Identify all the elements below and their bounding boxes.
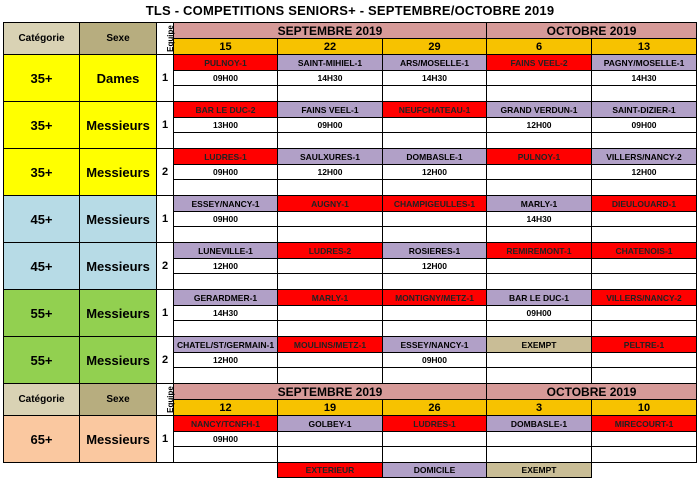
empty-cell xyxy=(278,321,383,337)
time-cell: 14H30 xyxy=(278,71,383,86)
time-cell xyxy=(592,432,697,447)
date-header: 22 xyxy=(278,39,383,55)
opponent-cell: EXEMPT xyxy=(487,337,592,353)
time-cell xyxy=(487,71,592,86)
equipe-cell: 2 xyxy=(157,149,174,196)
schedule-table xyxy=(3,22,697,478)
time-cell xyxy=(278,353,383,368)
categorie-cell: 55+ xyxy=(4,337,80,384)
empty-cell xyxy=(383,274,487,290)
empty-cell xyxy=(592,227,697,243)
empty-cell xyxy=(592,368,697,384)
opponent-cell: GERARDMER-1 xyxy=(174,290,278,306)
time-cell: 09H00 xyxy=(383,353,487,368)
time-cell xyxy=(278,212,383,227)
month-header-october: OCTOBRE 2019 xyxy=(487,23,697,39)
empty-cell xyxy=(278,274,383,290)
header-equipe-label: Equipe xyxy=(165,25,175,52)
empty-cell xyxy=(487,321,592,337)
categorie-cell: 65+ xyxy=(4,416,80,463)
time-cell: 12H00 xyxy=(383,165,487,180)
equipe-cell: 1 xyxy=(157,55,174,102)
opponent-cell: PAGNY/MOSELLE-1 xyxy=(592,55,697,71)
time-cell xyxy=(487,259,592,274)
opponent-cell: DOMBASLE-1 xyxy=(383,149,487,165)
empty-cell xyxy=(383,368,487,384)
time-cell xyxy=(487,432,592,447)
time-cell: 09H00 xyxy=(592,118,697,133)
time-cell: 12H00 xyxy=(383,259,487,274)
time-cell xyxy=(383,118,487,133)
opponent-cell: SAULXURES-1 xyxy=(278,149,383,165)
opponent-cell: AUGNY-1 xyxy=(278,196,383,212)
opponent-cell: CHAMPIGEULLES-1 xyxy=(383,196,487,212)
empty-cell xyxy=(174,274,278,290)
categorie-cell: 45+ xyxy=(4,243,80,290)
time-cell: 09H00 xyxy=(174,212,278,227)
date-header: 13 xyxy=(592,39,697,55)
empty-cell xyxy=(383,321,487,337)
empty-cell xyxy=(278,368,383,384)
opponent-cell: PULNOY-1 xyxy=(174,55,278,71)
opponent-cell: CHATEL/ST/GERMAIN-1 xyxy=(174,337,278,353)
date-header: 15 xyxy=(174,39,278,55)
opponent-cell: REMIREMONT-1 xyxy=(487,243,592,259)
time-cell xyxy=(592,212,697,227)
time-cell: 14H30 xyxy=(383,71,487,86)
header-equipe-label: Equipe xyxy=(165,386,175,413)
empty-cell xyxy=(383,447,487,463)
empty-cell xyxy=(487,274,592,290)
empty-cell xyxy=(174,447,278,463)
opponent-cell: BAR LE DUC-1 xyxy=(487,290,592,306)
sexe-cell: Messieurs xyxy=(80,337,157,384)
legend-spacer xyxy=(592,463,697,478)
date-header: 26 xyxy=(383,400,487,416)
page-title: TLS - COMPETITIONS SENIORS+ - SEPTEMBRE/OCTOBRE 2019 xyxy=(145,3,555,18)
empty-cell xyxy=(278,86,383,102)
empty-cell xyxy=(592,180,697,196)
date-header: 3 xyxy=(487,400,592,416)
opponent-cell: DIEULOUARD-1 xyxy=(592,196,697,212)
opponent-cell: LUNEVILLE-1 xyxy=(174,243,278,259)
opponent-cell: GOLBEY-1 xyxy=(278,416,383,432)
header-sexe: Sexe xyxy=(80,384,157,416)
month-header-october: OCTOBRE 2019 xyxy=(487,384,697,400)
empty-cell xyxy=(487,180,592,196)
opponent-cell: LUDRES-1 xyxy=(174,149,278,165)
opponent-cell: FAINS VEEL-2 xyxy=(487,55,592,71)
empty-cell xyxy=(592,274,697,290)
sexe-cell: Dames xyxy=(80,55,157,102)
time-cell: 09H00 xyxy=(487,306,592,321)
opponent-cell: MONTIGNY/METZ-1 xyxy=(383,290,487,306)
empty-cell xyxy=(592,133,697,149)
opponent-cell: VILLERS/NANCY-2 xyxy=(592,290,697,306)
time-cell xyxy=(487,353,592,368)
sexe-cell: Messieurs xyxy=(80,149,157,196)
month-header-september: SEPTEMBRE 2019 xyxy=(174,23,487,39)
time-cell xyxy=(592,353,697,368)
time-cell xyxy=(278,259,383,274)
legend-domicile: DOMICILE xyxy=(383,463,487,478)
opponent-cell: NANCY/TCNFH-1 xyxy=(174,416,278,432)
sexe-cell: Messieurs xyxy=(80,196,157,243)
time-cell xyxy=(383,432,487,447)
empty-cell xyxy=(592,447,697,463)
time-cell: 12H00 xyxy=(592,165,697,180)
equipe-cell: 1 xyxy=(157,416,174,463)
month-header-september: SEPTEMBRE 2019 xyxy=(174,384,487,400)
date-header: 19 xyxy=(278,400,383,416)
time-cell xyxy=(383,306,487,321)
time-cell: 09H00 xyxy=(278,118,383,133)
opponent-cell: NEUFCHATEAU-1 xyxy=(383,102,487,118)
opponent-cell: VILLERS/NANCY-2 xyxy=(592,149,697,165)
header-sexe: Sexe xyxy=(80,23,157,55)
sexe-cell: Messieurs xyxy=(80,102,157,149)
categorie-cell: 55+ xyxy=(4,290,80,337)
opponent-cell: DOMBASLE-1 xyxy=(487,416,592,432)
opponent-cell: FAINS VEEL-1 xyxy=(278,102,383,118)
empty-cell xyxy=(383,180,487,196)
opponent-cell: PULNOY-1 xyxy=(487,149,592,165)
sexe-cell: Messieurs xyxy=(80,290,157,337)
date-header: 29 xyxy=(383,39,487,55)
empty-cell xyxy=(592,321,697,337)
equipe-cell: 2 xyxy=(157,337,174,384)
empty-cell xyxy=(278,447,383,463)
empty-cell xyxy=(487,227,592,243)
sexe-cell: Messieurs xyxy=(80,416,157,463)
time-cell xyxy=(592,306,697,321)
date-header: 6 xyxy=(487,39,592,55)
legend-spacer xyxy=(80,463,157,478)
date-header: 10 xyxy=(592,400,697,416)
opponent-cell: MIRECOURT-1 xyxy=(592,416,697,432)
empty-cell xyxy=(487,368,592,384)
legend-spacer xyxy=(157,463,174,478)
opponent-cell: LUDRES-2 xyxy=(278,243,383,259)
header-equipe xyxy=(157,384,174,416)
empty-cell xyxy=(174,227,278,243)
time-cell: 12H00 xyxy=(278,165,383,180)
equipe-cell: 2 xyxy=(157,243,174,290)
time-cell: 09H00 xyxy=(174,432,278,447)
legend-spacer xyxy=(174,463,278,478)
time-cell xyxy=(487,165,592,180)
opponent-cell: CHATENOIS-1 xyxy=(592,243,697,259)
header-equipe xyxy=(157,23,174,55)
opponent-cell: LUDRES-1 xyxy=(383,416,487,432)
time-cell: 12H00 xyxy=(174,353,278,368)
time-cell: 14H30 xyxy=(487,212,592,227)
empty-cell xyxy=(174,133,278,149)
time-cell: 12H00 xyxy=(174,259,278,274)
time-cell: 14H30 xyxy=(592,71,697,86)
time-cell xyxy=(383,212,487,227)
equipe-cell: 1 xyxy=(157,196,174,243)
opponent-cell: GRAND VERDUN-1 xyxy=(487,102,592,118)
opponent-cell: MARLY-1 xyxy=(487,196,592,212)
legend-exempt: EXEMPT xyxy=(487,463,592,478)
sexe-cell: Messieurs xyxy=(80,243,157,290)
opponent-cell: MOULINS/METZ-1 xyxy=(278,337,383,353)
categorie-cell: 35+ xyxy=(4,102,80,149)
time-cell: 09H00 xyxy=(174,71,278,86)
empty-cell xyxy=(383,86,487,102)
categorie-cell: 35+ xyxy=(4,149,80,196)
empty-cell xyxy=(278,133,383,149)
empty-cell xyxy=(383,227,487,243)
empty-cell xyxy=(487,133,592,149)
header-categorie: Catégorie xyxy=(4,23,80,55)
categorie-cell: 45+ xyxy=(4,196,80,243)
time-cell: 14H30 xyxy=(174,306,278,321)
time-cell xyxy=(592,259,697,274)
time-cell xyxy=(278,306,383,321)
opponent-cell: PELTRE-1 xyxy=(592,337,697,353)
opponent-cell: SAINT-MIHIEL-1 xyxy=(278,55,383,71)
empty-cell xyxy=(174,321,278,337)
equipe-cell: 1 xyxy=(157,102,174,149)
empty-cell xyxy=(174,368,278,384)
opponent-cell: MARLY-1 xyxy=(278,290,383,306)
opponent-cell: SAINT-DIZIER-1 xyxy=(592,102,697,118)
empty-cell xyxy=(278,180,383,196)
time-cell: 09H00 xyxy=(174,165,278,180)
empty-cell xyxy=(383,133,487,149)
opponent-cell: ESSEY/NANCY-1 xyxy=(174,196,278,212)
time-cell xyxy=(278,432,383,447)
empty-cell xyxy=(592,86,697,102)
empty-cell xyxy=(174,180,278,196)
equipe-cell: 1 xyxy=(157,290,174,337)
legend-spacer xyxy=(4,463,80,478)
empty-cell xyxy=(174,86,278,102)
opponent-cell: BAR LE DUC-2 xyxy=(174,102,278,118)
legend-exterieur: EXTERIEUR xyxy=(278,463,383,478)
time-cell: 13H00 xyxy=(174,118,278,133)
opponent-cell: ROSIERES-1 xyxy=(383,243,487,259)
opponent-cell: ARS/MOSELLE-1 xyxy=(383,55,487,71)
empty-cell xyxy=(487,447,592,463)
empty-cell xyxy=(487,86,592,102)
empty-cell xyxy=(278,227,383,243)
opponent-cell: ESSEY/NANCY-1 xyxy=(383,337,487,353)
header-categorie: Catégorie xyxy=(4,384,80,416)
time-cell: 12H00 xyxy=(487,118,592,133)
date-header: 12 xyxy=(174,400,278,416)
categorie-cell: 35+ xyxy=(4,55,80,102)
